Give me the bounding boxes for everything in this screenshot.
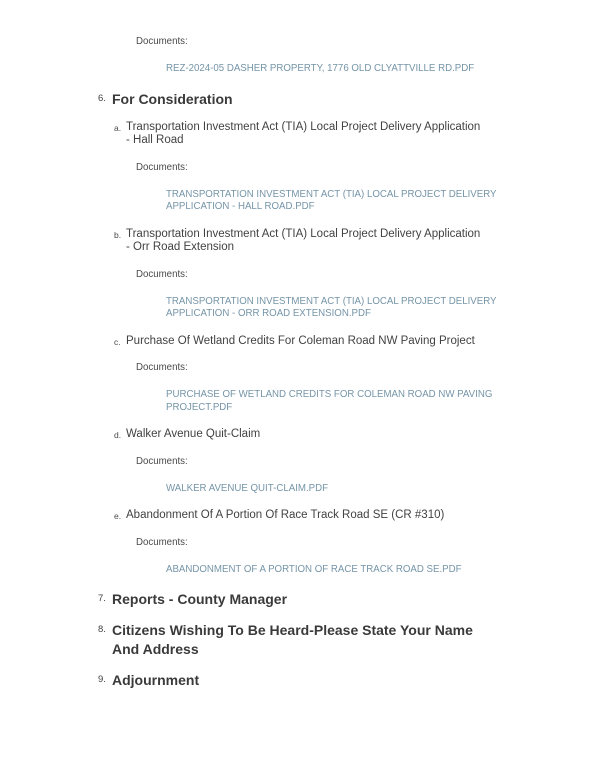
section-title: Citizens Wishing To Be Heard-Please State Your Name And Address [112, 622, 473, 657]
pdf-link-race-track-road-abandonment[interactable]: ABANDONMENT OF A PORTION OF RACE TRACK ROAD SE.PDF [166, 563, 462, 575]
section-number: 6. [98, 92, 106, 104]
item-letter: e. [114, 511, 122, 521]
item-letter: d. [114, 430, 122, 440]
item-text: Transportation Investment Act (TIA) Local Project Delivery Application - Hall Road [126, 120, 481, 146]
section-heading-9 [98, 671, 600, 690]
documents-label: Documents: [136, 362, 188, 373]
documents-label: Documents: [136, 36, 188, 47]
item-letter: b. [114, 229, 122, 240]
item-letter: c. [114, 336, 121, 347]
documents-label: Documents: [136, 161, 188, 173]
pdf-link-rez-2024-05[interactable]: REZ-2024-05 DASHER PROPERTY, 1776 OLD CLYATTVILLE RD.PDF [166, 63, 475, 74]
section-heading-8 [98, 621, 600, 659]
agenda-item-a [114, 121, 600, 148]
section-title: For Consideration [112, 90, 233, 107]
agenda-item-c [114, 335, 600, 349]
item-text: Transportation Investment Act (TIA) Local Project Delivery Application - Orr Road Extension [126, 227, 481, 253]
section-heading-6 [98, 90, 600, 109]
agenda-item-e [114, 509, 600, 523]
pdf-link-wetland-credits[interactable]: PURCHASE OF WETLAND CREDITS FOR COLEMAN ROAD NW PAVING PROJECT.PDF [166, 389, 493, 413]
section-number: 7. [98, 593, 106, 604]
agenda-item-d [114, 428, 600, 442]
item-text: Abandonment Of A Portion Of Race Track Road SE (CR #310) [126, 509, 445, 521]
item-text: Walker Avenue Quit-Claim [126, 428, 261, 440]
pdf-link-tia-hall-road[interactable]: TRANSPORTATION INVESTMENT ACT (TIA) LOCAL PROJECT DELIVERY APPLICATION - HALL ROAD.PDF [166, 188, 497, 212]
section-title: Reports - County Manager [112, 591, 288, 607]
agenda-item-b [114, 228, 600, 255]
item-letter: a. [114, 122, 122, 133]
pdf-link-walker-avenue-quit-claim[interactable]: WALKER AVENUE QUIT-CLAIM.PDF [166, 482, 329, 494]
documents-label: Documents: [136, 455, 188, 467]
documents-label: Documents: [136, 268, 188, 280]
documents-label: Documents: [136, 536, 188, 548]
section-title: Adjournment [112, 672, 200, 688]
section-heading-7 [98, 590, 600, 609]
item-text: Purchase Of Wetland Credits For Coleman Road NW Paving Project [126, 334, 475, 347]
section-number: 8. [98, 624, 106, 635]
section-number: 9. [98, 674, 106, 685]
pdf-link-tia-orr-road-extension[interactable]: TRANSPORTATION INVESTMENT ACT (TIA) LOCAL PROJECT DELIVERY APPLICATION - ORR ROAD EXTENSION.PDF [166, 295, 497, 319]
